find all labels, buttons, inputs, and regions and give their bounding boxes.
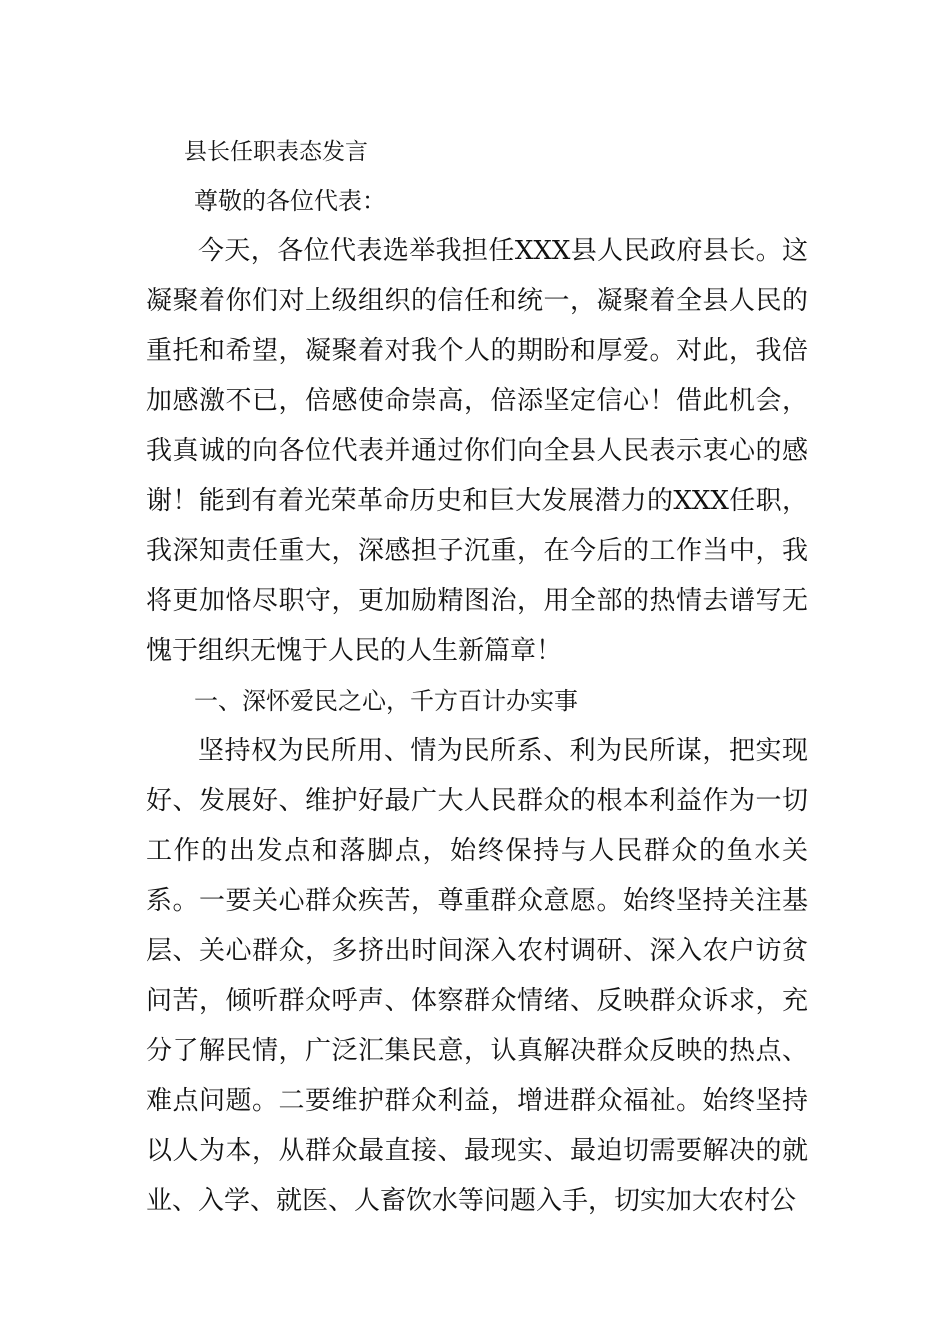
document-title: 县长任职表态发言 [184, 139, 368, 165]
document-body [146, 128, 808, 1226]
salutation: 尊敬的各位代表： [194, 187, 386, 215]
paragraph-section-1: 坚持权为民所用、情为民所系、利为民所谋，把实现好、发展好、维护好最广大人民群众的根本利益作为一切工作的出发点和落脚点，始终保持与人民群众的鱼水关系。一要关心群众疾苦，尊重群众意愿。始终坚持关注基层、关心群众，多挤出时间深入农村调研、深入农户访贫问苦，倾听群众呼声、体察群众情绪、反映群众诉求，充分了解民情，广泛汇集民意，认真解决群众反映的热点、难点问题。二要维护群众利益，增进群众福祉。始终坚持以人为本，从群众最直接、最现实、最迫切需要解决的就业、入学、就医、人畜饮水等问题入手，切实加大农村公 [146, 736, 808, 1216]
paragraph-intro: 今天，各位代表选举我担任XXX县人民政府县长。这凝聚着你们对上级组织的信任和统一，凝聚着全县人民的重托和希望，凝聚着对我个人的期盼和厚爱。对此，我倍加感激不已，倍感使命崇高，倍添坚定信心！借此机会，我真诚的向各位代表并通过你们向全县人民表示衷心的感谢！能到有着光荣革命历史和巨大发展潜力的XXX任职，我深知责任重大，深感担子沉重，在今后的工作当中，我将更加恪尽职守，更加励精图治，用全部的热情去谱写无愧于组织无愧于人民的人生新篇章！ [146, 236, 808, 666]
section-heading-1: 一、深怀爱民之心，千方百计办实事 [194, 687, 578, 715]
